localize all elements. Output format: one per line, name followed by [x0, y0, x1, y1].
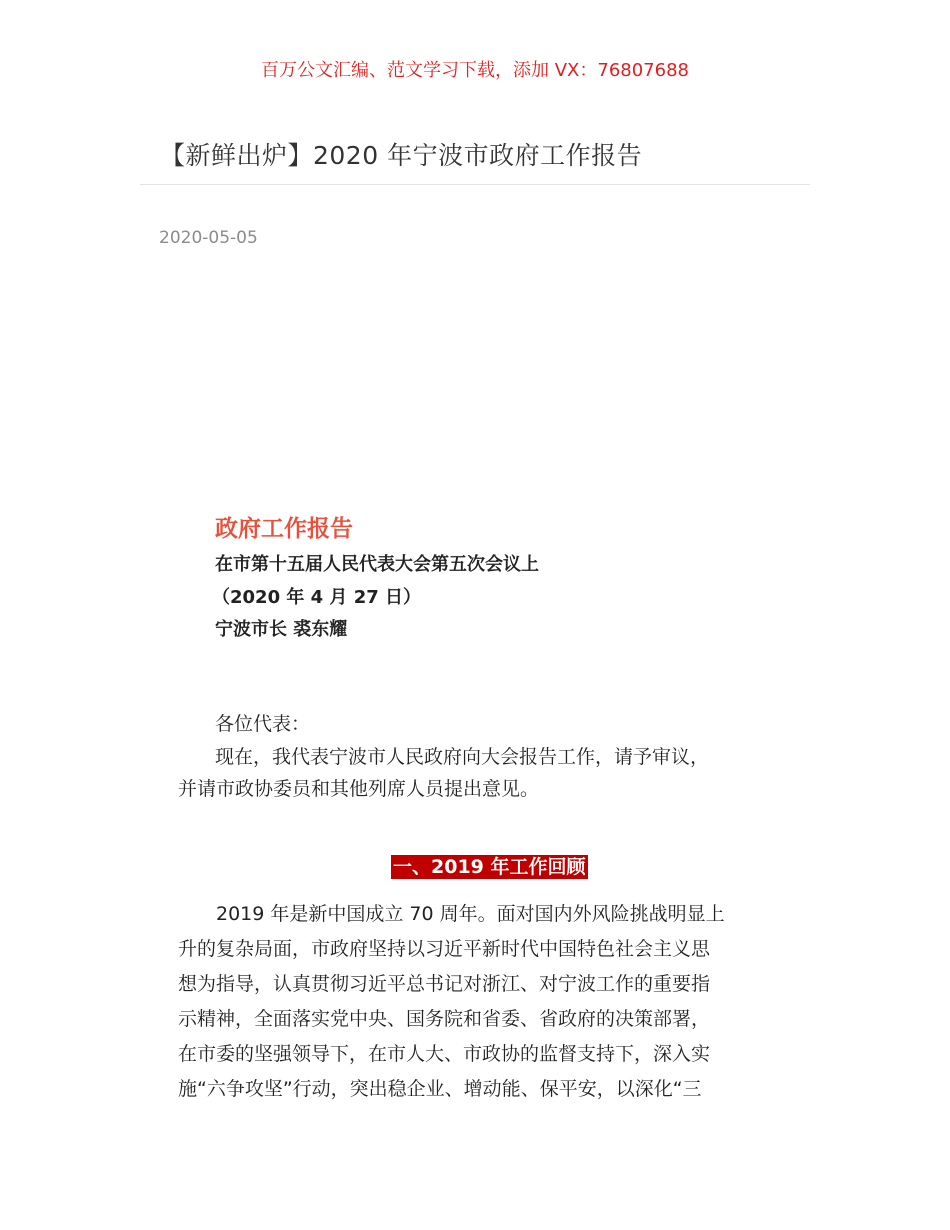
- section-heading: 一、2019 年工作回顾: [393, 856, 586, 878]
- promo-banner-text: 百万公文汇编、范文学习下载，添加 VX：76807688: [261, 60, 689, 81]
- article-title: 【新鲜出炉】2020 年宁波市政府工作报告: [160, 141, 643, 170]
- section-paragraph-line: 在市委的坚强领导下，在市人大、市政协的监督支持下，深入实: [178, 1043, 711, 1065]
- opening-line-2: 并请市政协委员和其他列席人员提出意见。: [178, 778, 540, 800]
- publish-date: 2020-05-05: [159, 228, 258, 248]
- opening-line-1: 现在，我代表宁波市人民政府向大会报告工作，请予审议，: [215, 746, 710, 768]
- section-paragraph-line: 升的复杂局面，市政府坚持以习近平新时代中国特色社会主义思: [178, 938, 711, 960]
- report-occasion: 在市第十五届人民代表大会第五次会议上: [215, 554, 539, 575]
- report-title: 政府工作报告: [215, 516, 353, 542]
- section-paragraph-line: 施“六争攻坚”行动，突出稳企业、增动能、保平安，以深化“三: [178, 1078, 702, 1100]
- section-paragraph-line: 2019 年是新中国成立 70 周年。面对国内外风险挑战明显上: [216, 903, 725, 925]
- report-speaker: 宁波市长 裘东耀: [215, 619, 348, 640]
- report-date: （2020 年 4 月 27 日）: [212, 587, 422, 608]
- section-paragraph-line: 想为指导，认真贯彻习近平总书记对浙江、对宁波工作的重要指: [178, 973, 711, 995]
- salutation: 各位代表：: [215, 713, 311, 735]
- title-divider: [140, 184, 810, 185]
- section-paragraph-line: 示精神，全面落实党中央、国务院和省委、省政府的决策部署，: [178, 1008, 711, 1030]
